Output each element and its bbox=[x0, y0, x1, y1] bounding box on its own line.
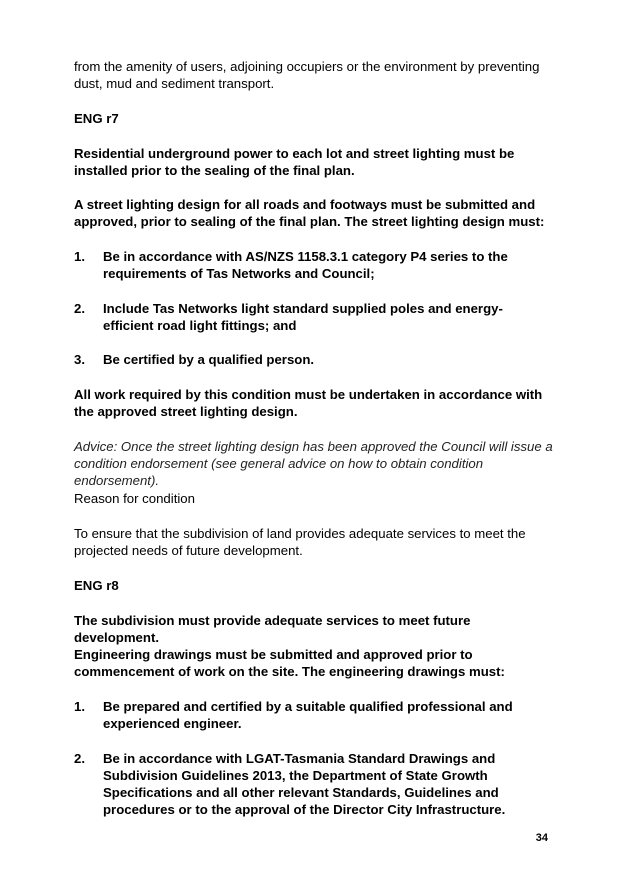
eng-r7-paragraph-3: All work required by this condition must be undertaken in accordance with the approved street lighting design. bbox=[74, 387, 543, 419]
list-number: 2. bbox=[74, 301, 85, 316]
list-text: Include Tas Networks light standard supplied poles and energy-efficient road light fittings; and bbox=[103, 301, 503, 333]
eng-r7-heading: ENG r7 bbox=[74, 111, 119, 126]
list-text: Be certified by a qualified person. bbox=[103, 352, 315, 367]
reason-text: To ensure that the subdivision of land provides adequate services to meet the projected needs of future development. bbox=[74, 526, 526, 558]
eng-r7-advice: Advice: Once the street lighting design has been approved the Council will issue a condition endorsement (see general advice on how to obtain condition endorsement). bbox=[74, 439, 553, 488]
reason-label: Reason for condition bbox=[74, 491, 195, 506]
list-number: 1. bbox=[74, 249, 85, 264]
list-number: 1. bbox=[74, 699, 85, 714]
eng-r8-heading: ENG r8 bbox=[74, 578, 119, 593]
list-text: Be prepared and certified by a suitable qualified professional and experienced engineer. bbox=[103, 699, 513, 731]
page-number: 34 bbox=[535, 832, 548, 844]
list-number: 3. bbox=[74, 352, 85, 367]
list-text: Be in accordance with AS/NZS 1158.3.1 category P4 series to the requirements of Tas Networks and Council; bbox=[103, 249, 508, 281]
list-number: 2. bbox=[74, 751, 85, 766]
eng-r8-paragraph-1: The subdivision must provide adequate services to meet future development. bbox=[74, 613, 471, 645]
eng-r8-paragraph-2: Engineering drawings must be submitted and approved prior to commencement of work on the site. The engineering drawings must: bbox=[74, 647, 505, 679]
list-text: Be in accordance with LGAT-Tasmania Standard Drawings and Subdivision Guidelines 2013, the Department of State Growth Specifications and all other relevant Standards, Guidelines and procedures or to the approval of the Director City Infrastructure. bbox=[103, 751, 506, 817]
eng-r7-paragraph-2: A street lighting design for all roads and footways must be submitted and approved, prior to sealing of the final plan. The street lighting design must: bbox=[74, 197, 545, 229]
eng-r7-paragraph-1: Residential underground power to each lot and street lighting must be installed prior to the sealing of the final plan. bbox=[74, 146, 515, 178]
continuation-paragraph: from the amenity of users, adjoining occupiers or the environment by preventing dust, mud and sediment transport. bbox=[74, 59, 540, 91]
